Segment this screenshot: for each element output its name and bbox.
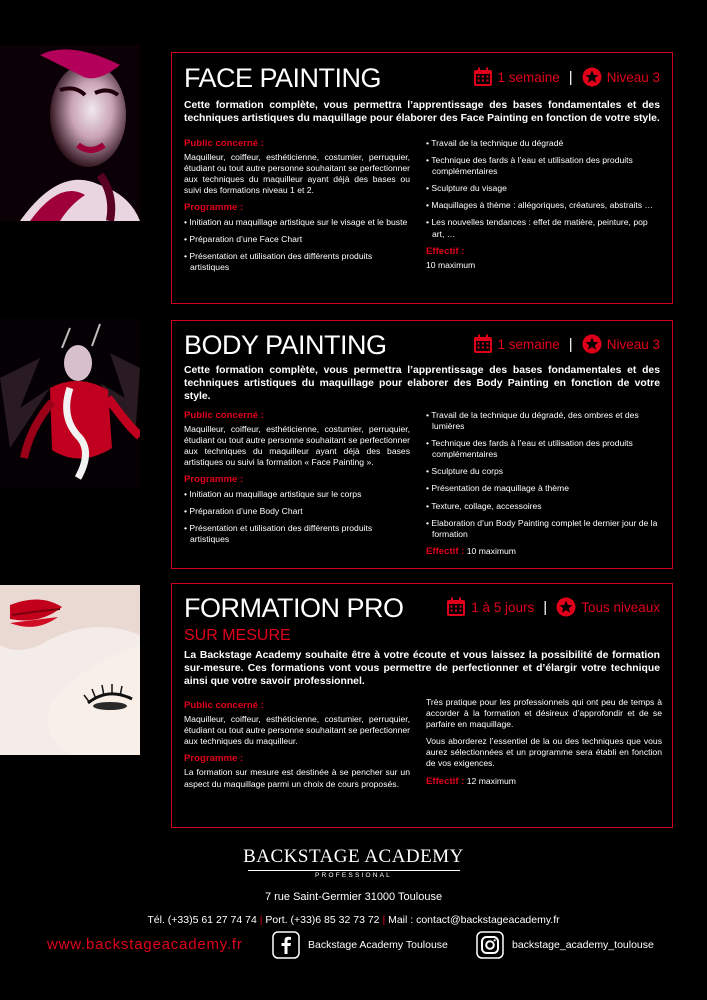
section-intro: La Backstage Academy souhaite être à votre écoute et vous laissez la possibilité de formation sur-mesure. Ces formations vont vous permettre de perfectionner et d’élargir votre technique ainsi que votre savoir professionnel. — [184, 650, 660, 687]
content-item: • Technique des fards à l’eau et utilisation des produits complémentaires — [426, 155, 662, 177]
level-label: Tous niveaux — [581, 599, 660, 615]
facebook-icon — [272, 931, 300, 959]
section-title: FACE PAINTING — [184, 63, 382, 93]
content-item: • Elaboration d’un Body Painting complet le dernier jour de la formation — [426, 518, 662, 540]
instagram-link[interactable] — [476, 931, 654, 959]
content-item: • Travail de la technique du dégradé, des ombres et des lumières — [426, 410, 662, 432]
meta-separator: | — [568, 68, 573, 86]
public-heading: Public concerné : — [184, 138, 264, 149]
brand-name: BACKSTAGE ACADEMY — [243, 846, 464, 867]
content-item: • Texture, collage, accessoires — [426, 501, 662, 512]
duration-label: 1 semaine — [497, 336, 560, 352]
duration-label: 1 semaine — [497, 69, 560, 85]
formation-pro-photo — [0, 585, 140, 755]
star-icon — [582, 67, 602, 87]
public-text: Maquilleur, coiffeur, esthéticienne, costumier, perruquier, étudiant ou tout autre personne souhaitant se perfectionner aux techniques du maquilleur ayant déjà des bases ou suivi des formations niveau 1 et 2. — [184, 152, 410, 196]
brand-subtitle: PROFESSIONAL — [315, 872, 392, 879]
public-text: Maquilleur, coiffeur, esthéticienne, costumier, perruquier, étudiant ou tout autre personne souhaitant se perfectionner aux techniques du maquilleur ayant déjà des bases artistiques ou suivi la formation « Face Painting ». — [184, 424, 410, 468]
level-label: Niveau 3 — [606, 336, 660, 352]
programme-heading: Programme : — [184, 202, 244, 214]
effectif-value: 10 maximum — [426, 259, 476, 270]
right-paragraph: Vous aborderez l’essentiel de la ou des techniques que vous aurez sélectionnées et un programme sera établi en fonction de vos exigences. — [426, 736, 662, 769]
separator: | — [259, 914, 263, 926]
calendar-icon — [446, 597, 466, 617]
left-column — [184, 138, 410, 279]
contact-line — [0, 914, 707, 926]
meta-separator: | — [568, 335, 573, 353]
programme-item: • Initiation au maquillage artistique sur le corps — [184, 489, 410, 500]
content-item: • Maquillages à thème : allégoriques, créatures, abstraits … — [426, 200, 662, 211]
effectif-line — [426, 776, 662, 787]
duration-label: 1 à 5 jours — [471, 599, 535, 615]
star-icon — [582, 334, 602, 354]
meta-separator: | — [543, 598, 548, 616]
star-icon — [556, 597, 576, 617]
separator: | — [382, 914, 386, 926]
left-column — [184, 700, 410, 796]
instagram-label: backstage_academy_toulouse — [512, 939, 654, 951]
content-item: • Présentation de maquillage à thème — [426, 483, 662, 494]
facebook-link[interactable] — [272, 931, 448, 959]
programme-item: • Présentation et utilisation des différents produits artistiques — [184, 251, 410, 273]
phone-number: Tél. (+33)5 61 27 74 74 — [147, 914, 257, 926]
section-meta — [473, 334, 661, 354]
content-item: • Travail de la technique du dégradé — [426, 138, 662, 149]
programme-heading: Programme : — [184, 753, 244, 765]
email[interactable]: Mail : contact@backstageacademy.fr — [388, 914, 560, 926]
right-column — [426, 697, 662, 787]
programme-item: • Présentation et utilisation des différents produits artistiques — [184, 523, 410, 545]
programme-item: • Préparation d’une Body Chart — [184, 506, 410, 517]
facebook-label: Backstage Academy Toulouse — [308, 939, 448, 951]
public-heading: Public concerné : — [184, 410, 264, 421]
section-meta — [446, 597, 660, 617]
address: 7 rue Saint-Germier 31000 Toulouse — [264, 891, 443, 903]
instagram-icon — [476, 931, 504, 959]
public-heading: Public concerné : — [184, 700, 264, 711]
public-text: Maquilleur, coiffeur, esthéticienne, costumier, perruquier, étudiant ou tout autre personne souhaitant se perfectionner aux techniques du maquilleur. — [184, 714, 410, 747]
effectif-heading: Effectif : — [426, 545, 465, 557]
section-body-painting — [171, 320, 673, 569]
section-meta — [473, 67, 661, 87]
programme-heading: Programme : — [184, 474, 244, 486]
effectif-value: 12 maximum — [466, 775, 516, 786]
content-item: • Technique des fards à l’eau et utilisation des produits complémentaires — [426, 438, 662, 460]
website-link[interactable]: www.backstageacademy.fr — [47, 936, 243, 953]
calendar-icon — [473, 334, 493, 354]
section-subtitle: SUR MESURE — [184, 627, 291, 644]
effectif-heading: Effectif : — [426, 245, 465, 257]
section-formation-pro — [171, 583, 673, 828]
programme-item: • Préparation d’une Face Chart — [184, 234, 410, 245]
mobile-number: Port. (+33)6 85 32 73 72 — [265, 914, 380, 926]
calendar-icon — [473, 67, 493, 87]
section-intro: Cette formation complète, vous permettra l’apprentissage des bases fondamentales et des techniques artistiques du maquillage pour élaborer des Face Painting en fonction de votre style. — [184, 100, 660, 124]
section-face-painting — [171, 52, 673, 304]
level-label: Niveau 3 — [606, 69, 660, 85]
brand-rule — [248, 870, 460, 871]
body-painting-photo — [0, 318, 140, 488]
programme-text: La formation sur mesure est destinée à se pencher sur un aspect du maquillage parmi un choix de cours proposés. — [184, 767, 410, 789]
effectif-heading: Effectif : — [426, 775, 465, 787]
face-painting-photo — [0, 45, 140, 221]
right-paragraph: Très pratique pour les professionnels qui ont peu de temps à accorder à la formation et désireux d’approfondir et de se parfaire en maquillage. — [426, 697, 662, 730]
content-item: • Sculpture du corps — [426, 466, 662, 477]
effectif-value: 10 maximum — [466, 545, 516, 556]
right-column — [426, 410, 662, 557]
section-intro: Cette formation complète, vous permettra l’apprentissage des bases fondamentales et des techniques artistiques du maquillage pour elaborer des Body Painting en fonction de votre style. — [184, 365, 660, 402]
content-item: • Les nouvelles tendances : effet de matière, peinture, pop art, … — [426, 217, 662, 239]
left-column — [184, 410, 410, 551]
programme-item: • Initiation au maquillage artistique sur le visage et le buste — [184, 217, 410, 228]
section-title: FORMATION PRO — [184, 593, 404, 623]
effectif-line — [426, 546, 662, 557]
brand-logo — [0, 846, 707, 879]
right-column — [426, 138, 662, 271]
section-title: BODY PAINTING — [184, 330, 387, 360]
content-item: • Sculpture du visage — [426, 183, 662, 194]
